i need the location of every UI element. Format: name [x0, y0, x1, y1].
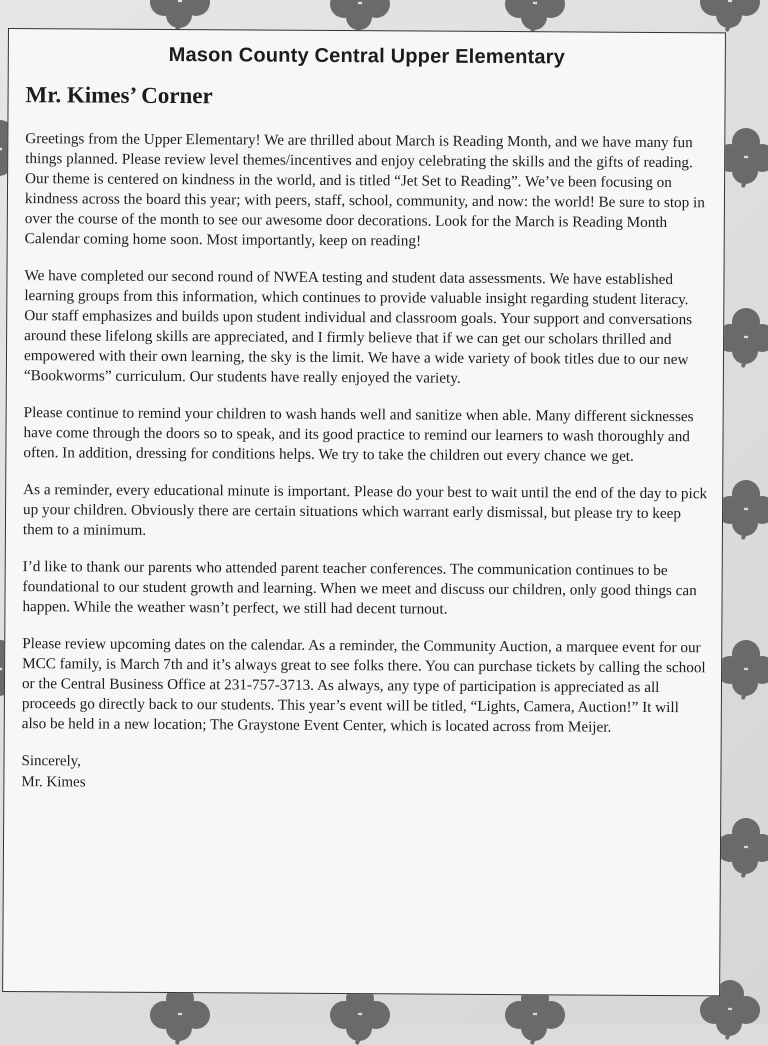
clover-icon	[150, 0, 210, 32]
clover-icon	[716, 480, 768, 540]
salutation: Sincerely,	[21, 753, 81, 770]
clover-icon	[150, 985, 210, 1045]
clover-icon	[716, 640, 768, 700]
school-name: Mason County Central Upper Elementary	[168, 43, 566, 69]
paragraph-hand-washing: Please continue to remind your children to wash hands well and sanitize when able. Many different sicknesses have come through the doors so to speak, and its good practice to remind our learners to wash thoroughly and often. In addition, dressing for conditions helps. We try to take the children out every chance we get.	[23, 404, 694, 465]
clover-icon	[700, 0, 760, 32]
clover-icon	[505, 0, 565, 34]
clover-icon	[330, 0, 390, 34]
paragraph-conferences: I’d like to thank our parents who attended parent teacher conferences. The communication continues to be foundational to our student growth and learning. When we meet and discuss our children, only good things can happen. While the weather wasn’t perfect, we still had decent turnout.	[22, 558, 697, 618]
paragraph-educational-minutes: As a reminder, every educational minute is important. Please do your best to wait until the end of the day to pick up your children. Obviously there are certain situations which warrant early dismissal, but please try to keep them to a minimum.	[22, 481, 708, 539]
newsletter-page	[2, 28, 726, 996]
paragraph-community-auction: Please review upcoming dates on the calendar. As a reminder, the Community Auction, a marquee event for our MCC family, is March 7th and it’s always great to see folks there. You can purchase tickets by calling the school or the Central Business Office at 231-757-3713. As always, any type of participation is appreciated as all proceeds go directly back to our students. This year’s event will be titled, “Lights, Camera, Auction!” It will also be held in a new location; The Graystone Event Center, which is located across from Meijer.	[21, 635, 706, 736]
page-title: Mr. Kimes’ Corner	[25, 82, 213, 109]
paragraph-reading-month: Greetings from the Upper Elementary! We are thrilled about March is Reading Month, and we have many fun things planned. Please review level themes/incentives and enjoy celebrating the skills and the gifts of reading. Our theme is centered on kindness in the world, and is titled “Jet Set to Reading”. We’ve been focusing on kindness across the board this year; with peers, staff, school, community, and now: the world! Be sure to stop in over the course of the month to see our awesome door decorations. Look for the March is Reading Month Calendar coming home soon. Most importantly, keep on reading!	[24, 130, 705, 250]
signature: Mr. Kimes	[21, 774, 86, 791]
letter-body	[21, 129, 710, 797]
closing	[21, 751, 706, 797]
paragraph-nwea-testing: We have completed our second round of NWEA testing and student data assessments. We have established learning groups from this information, which continues to provide valuable insight regarding student literacy. Our staff emphasizes and builds upon student individual and classroom goals. Your support and conversations around these lifelong skills are appreciated, and I firmly believe that if we can get our scholars thrilled and empowered with their own learning, the sky is the limit. We have a wide variety of book titles due to our new “Bookworms” curriculum. Our students have really enjoyed the variety.	[23, 267, 693, 387]
clover-icon	[716, 818, 768, 878]
